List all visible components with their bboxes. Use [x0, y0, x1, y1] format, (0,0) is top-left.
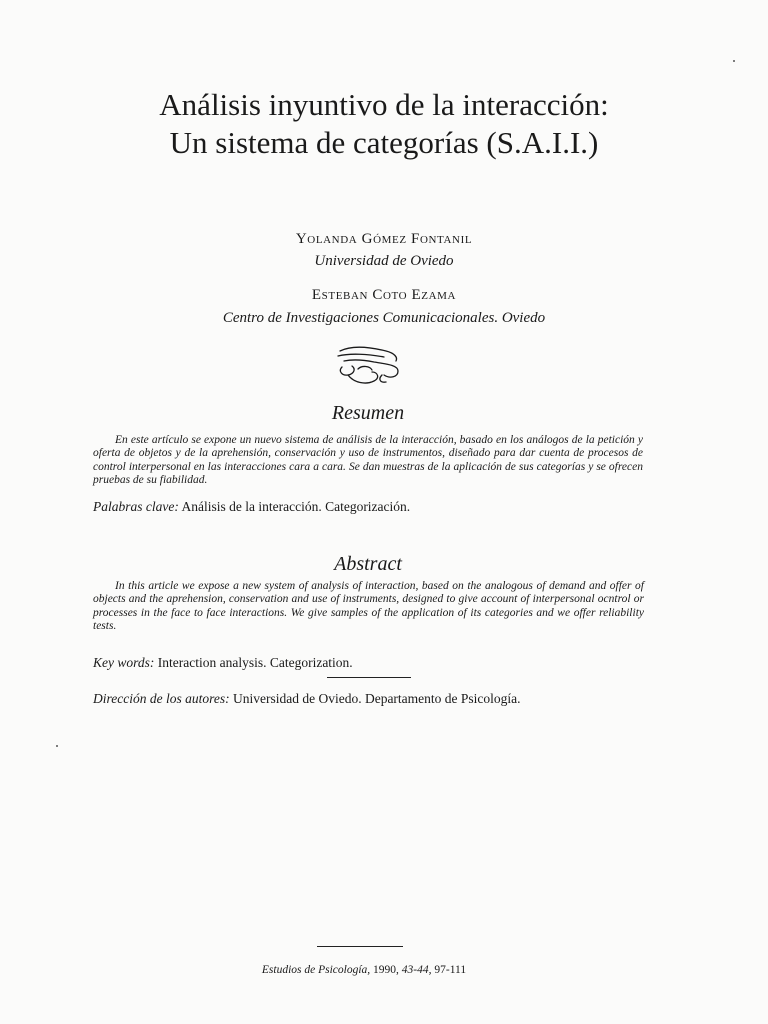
title-line-1: Análisis inyuntivo de la interacción:	[159, 87, 609, 122]
palabras-clave	[93, 499, 653, 515]
footnote-rule	[317, 946, 403, 947]
author-affiliation-2: Centro de Investigaciones Comunicacionales. Oviedo	[222, 310, 546, 326]
author-1-smallcaps: Yolanda Gómez Fontanil	[295, 231, 473, 247]
journal-citation	[0, 964, 728, 976]
palabras-clave-text: Análisis de la interacción. Categorización.	[181, 499, 411, 514]
divider-rule	[327, 677, 411, 678]
citation-issue: 43-44,	[401, 964, 432, 976]
key-words-label: Key words:	[93, 655, 155, 670]
scan-speck	[733, 60, 735, 62]
address-text: Universidad de Oviedo. Departamento de Psicología.	[232, 691, 521, 706]
scan-speck	[56, 745, 58, 747]
fleuron-ornament-icon	[334, 345, 402, 387]
address-label: Dirección de los autores:	[93, 691, 230, 706]
abstract-body: In this article we expose a new system of analysis of interaction, based on the analogous of demand and offer of objects and the aprehension, conservation and use of instruments, designed to give account of interpersonal ocntrol or processes in the face to face interactions. We give samples of the application of its categories and we offer reliability tests.	[93, 580, 644, 632]
author-affiliation-1: Universidad de Oviedo	[314, 253, 454, 269]
resumen-body: En este artículo se expone un nuevo sistema de análisis de la interacción, basado en los análogos de la petición y oferta de objetos y de la aprehensión, conservación y uso de instrumentos, diseñado para dar cuenta de procesos de control interpersonal en las interacciones cara a cara. Se dan muestras de la aplicación de sus categorías y se ofrecen pruebas de su fiabilidad.	[93, 434, 643, 486]
resumen-heading: Resumen	[331, 402, 405, 424]
palabras-clave-label: Palabras clave:	[93, 499, 179, 514]
title-line-2: Un sistema de categorías (S.A.I.I.)	[169, 125, 599, 160]
key-words	[93, 655, 653, 671]
author-name-2	[0, 287, 768, 304]
abstract-heading: Abstract	[334, 553, 402, 575]
key-words-text: Interaction analysis. Categorization.	[157, 655, 353, 670]
author-2-smallcaps: Esteban Coto Ezama	[311, 287, 457, 303]
citation-pages: 97-111	[434, 964, 467, 976]
citation-year: 1990,	[373, 964, 399, 976]
article-title	[60, 86, 708, 162]
citation-journal: Estudios de Psicología,	[261, 964, 371, 976]
author-name-1	[0, 231, 768, 248]
author-address	[93, 691, 693, 707]
